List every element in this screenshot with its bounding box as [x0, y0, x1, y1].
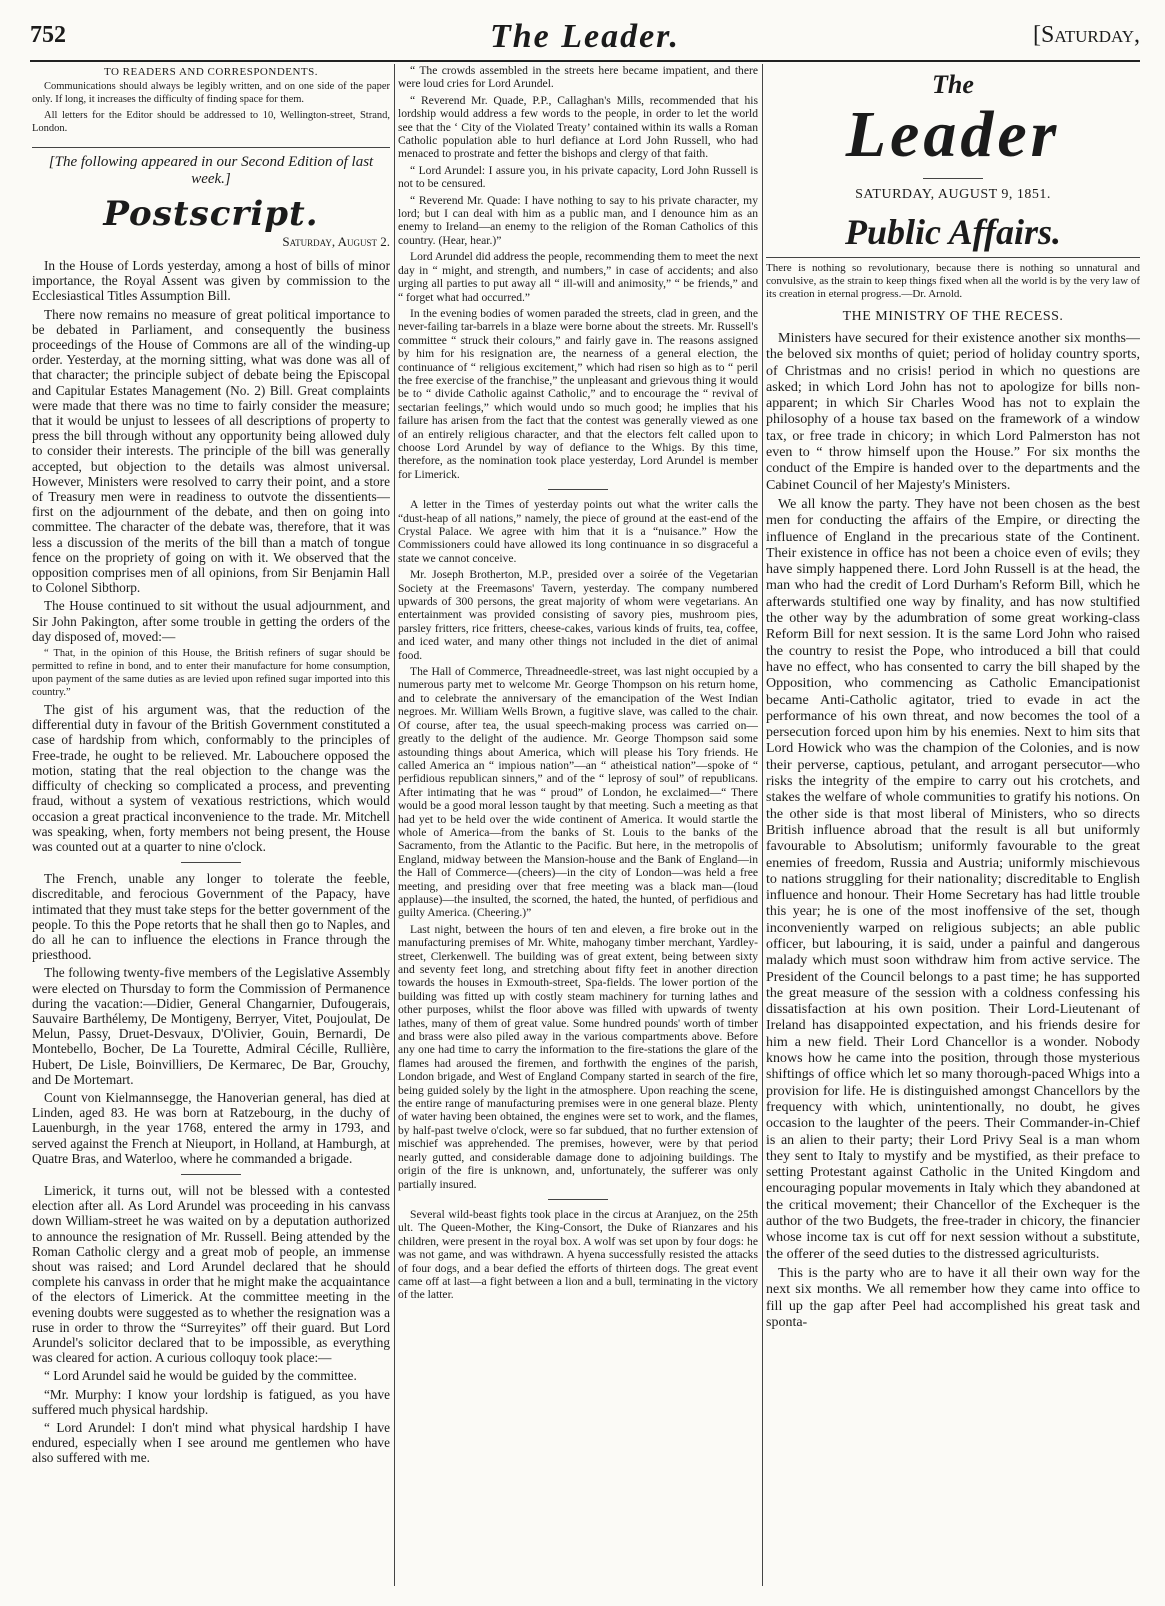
- column-3: [766, 64, 1140, 1588]
- postscript-dateline: Saturday, August 2.: [282, 234, 390, 249]
- running-title: The Leader.: [489, 18, 681, 55]
- masthead-title: Leader: [845, 98, 1061, 171]
- masthead-the: The: [932, 70, 974, 99]
- paragraph: “ Lord Arundel: I assure you, in his private capacity, Lord John Russell is not to be censured.: [398, 163, 758, 191]
- masthead: [766, 70, 1140, 203]
- paragraph: Limerick, it turns out, will not be blessed with a contested election after all. As Lord Arundel was proceeding in his canvass down William-street he was waited on by a deputation authorized to announce the resignation of Mr. Russell. Being attended by the Roman Catholic clergy and a great mob of people, an immense shout was raised; and Lord Arundel declared that he should complete his canvass in order that he might make the acquaintance of the electors of Limerick. At the committee meeting in the evening doubts were suggested as to whether the resignation was a ruse in order to throw the “Surreyites” off their guard. But Lord Arundel's solicitor declared that to be impossible, as everything was cleared for action. A curious colloquy took place:—: [32, 1182, 390, 1366]
- paragraph: Count von Kielmannsegge, the Hanoverian general, has died at Linden, aged 83. He was born at Ratzebourg, in the duchy of Lauenburgh, in the year 1768, entered the army in 1793, and served against the French at Nieuport, in Holland, at Hamburgh, at Quatre Bras, and Waterloo, where he commanded a brigade.: [32, 1089, 390, 1166]
- postscript-body: [32, 258, 390, 1466]
- correspondents-note: All letters for the Editor should be addressed to 10, Wellington-street, Strand, London.: [32, 110, 390, 134]
- article-body: [766, 331, 1140, 1331]
- paragraph: The French, unable any longer to tolerate the feeble, discreditable, and ferocious Government of the Papacy, have intimated that they must take steps for the better government of the people. To this the Pope retorts that he shall then go to Naples, and do all he can to influence the elections in France through the priesthood.: [32, 871, 390, 963]
- paragraph: This is the party who are to have it all their own way for the next six months. We all remember how they came into office to fill up the gap after Peel had accomplished his great task and sponta-: [766, 1265, 1140, 1330]
- column-rule-1: [394, 64, 395, 1586]
- article-heading: THE MINISTRY OF THE RECESS.: [842, 309, 1064, 324]
- paragraph: Last night, between the hours of ten and eleven, a fire broke out in the manufacturing premises of Mr. White, mahogany timber merchant, Yardley-street, Clerkenwell. The building was of great extent, being between sixty and seventy feet long, and stretching about fifty feet in another direction towards the houses in Exmouth-street, Spa-fields. The lower portion of the building was fitted up with costly steam machinery for turning lathes and other purposes, whilst the floor above was filled with upwards of twenty lathes, many of them of great value. Some hundred pounds' worth of timber and brass were also piled away in the various compartments above. Before any one had time to carry the information to the fire-stations the glare of the flames had aroused the firemen, and forthwith the engines of the parish, London brigade, and West of England Company started in search of the fire, being guided solely by the light in the atmosphere. Upon reaching the scene, the entire range of manufacturing premises were in one general blaze. Plenty of water having been obtained, the engines were set to work, and the flames, by half-past twelve o'clock, were so far subdued, that no further extension of mischief was apprehended. The premises, however, were by that period nearly gutted, and considerable damage done to adjoining buildings. The origin of the fire is unknown, and, unfortunately, the sufferer was only partially insured.: [398, 922, 758, 1191]
- correspondents-note: Communications should always be legibly written, and on one side of the paper only. If long, it increases the difficulty of finding space for them.: [32, 81, 390, 105]
- paragraph: “ Lord Arundel: I don't mind what physical hardship I have endured, especially when I see around me gentlemen who have also suffered with me.: [32, 1420, 390, 1466]
- paragraph: Several wild-beast fights took place in the circus at Aranjuez, on the 25th ult. The Queen-Mother, the King-Consort, the Duke of Rianzares and his children, were present in the royal box. A wolf was set upon by four dogs: he was not game, and was withdrawn. A hyena successfully resisted the attacks of four dogs, and a bear defied the efforts of thirteen dogs. The great event came off at last—a fight between a lion and a bull, terminating in the victory of the latter.: [398, 1207, 758, 1302]
- paragraph: “ Reverend Mr. Quade: I have nothing to say to his private character, my lord; but I can deal with him as a public man, and I denounce him as an enemy to Ireland—an enemy to the religion of the Roman Catholics of this country. (Hear, hear.)”: [398, 193, 758, 247]
- paragraph: The gist of his argument was, that the reduction of the differential duty in favour of the British Government constituted a case of hardship from which, conformably to the principles of Free-trade, he ought to be relieved. Mr. Labouchere opposed the motion, stating that the real objection to the change was the difficulty of checking so complicated a process, and preventing fraud, without a system of vexatious restrictions, which would occasion a great practical inconvenience to the trade. Mr. Mitchell was speaking, when, forty members not being present, the House was counted out at a quarter to nine o'clock.: [32, 702, 390, 854]
- paragraph: We all know the party. They have not been chosen as the best men for conducting the affairs of the Empire, or directing the influence of England in the precarious state of the Continent. Their existence in office has not been a choice even of evils; they have simply happened there. Lord John Russell is at the head, the man who had the credit of Lord Durham's Reform Bill, which he afterwards stultified one way by finality, and has now stultified the other way by the adumbration of some great working-class Reform Bill for next session. It is the same Lord John who raised the country to resist the Pope, who introduced a bill that could have no effect, who has consented to carry the bill shaped by the Opposition, who commencing as Catholic Emancipationist became Anti-Catholic agitator, tried to evade in act the performance of his own threat, and now becomes the tool of a persecution forced upon him by his enemies. Next to him sits that Lord Howick who was the champion of the Colonies, and is now their perverse, captious, petulant, and arrogant persecutor—who risks the integrity of the empire to carry out his crotchets, and stakes the welfare of whole communities to gratify his notions. On the other side is that most liberal of Ministers, who so directs British influence abroad that the result is all but uniformly favourable to Absolutism; uniformly favourable to the great enemies of freedom, Russia and Austria; uniformly mischievous to nations struggling for their nationality; discreditable to English influence and honour. Their Home Secretary has had little trouble this year; he is one of the most inoffensive of the set, though inconveniently warped on religious subjects; an able public officer, but labouring, it is said, under a painful and dangerous malady which must soon withdraw him from active service. The President of the Council belongs to a past time; he has supported the great measure of the session with a coldness confessing his dissatisfaction at his own position. Their Lord-Lieutenant of Ireland has disappointed expectation, and his friends desire for him a new field. Their Lord Chancellor is a wonder. Nobody knows how he came into the position, through those mysterious shiftings of office which let so many thorough-paced Whigs into a provision for life. He is distinguished amongst Chancellors by the frequency with which, unintentionally, no doubt, he gives occasion to the laughter of the peers. Their Commander-in-Chief is an alien to their party; their Lord Privy Seal is a man whom they sent to Italy to mystify and be mystified, as their preface to setting Protestant against Catholic in the United Kingdom and encouraging popular movements in Italy which they abandoned at the critical movement; their Chancellor of the Exchequer is the author of the two Budgets, the free-trader in chicory, the financier whose income tax is cut off for next session without a substitute, the offerer of the seed duties to the distressed agriculturists.: [766, 496, 1140, 1262]
- paragraph: Ministers have secured for their existence another six months—the beloved six months of quiet; period of holiday country sports, of Christmas and no crisis! period in which no questions are asked; in which Lord John has not to apologize for bills non-apparent; in which Sir Charles Wood has not to explain the philosophy of a house tax based on the framework of a window tax, or free trade in chicory; in which Lord Palmerston has not even to “ throw himself upon the House.” For six months the conduct of the Empire is handed over to the departments and the Cabinet Council of her Majesty's Ministers.: [766, 331, 1140, 493]
- separator: [923, 178, 983, 179]
- second-edition-note: [The following appeared in our Second Edition of last week.]: [32, 147, 390, 188]
- paragraph: The following twenty-five members of the Legislative Assembly were elected on Thursday to form the Commission of Permanence during the vacation:—Didier, General Changarnier, Dufougerais, Sauvaire Barthélemy, De Montigeny, Berryer, Vitet, Poujoulat, De Melun, Passy, Druet-Desvaux, D'Olivier, Gouin, Bernardi, De Montebello, Bocher, De La Tourette, Admiral Cécille, Rullière, Hubert, De Lisle, Boinvilliers, De Kermarec, De Bar, Grouchy, and De Mortemart.: [32, 965, 390, 1087]
- paragraph: “ That, in the opinion of this House, the British refiners of sugar should be permitted to refine in bond, and to enter their manufacture for home consumption, upon payment of the same duties as are levied upon refined sugar imported into this country.”: [32, 648, 390, 699]
- paragraph: Mr. Joseph Brotherton, M.P., presided over a soirée of the Vegetarian Society at the Freemasons' Tavern, yesterday. The company numbered upwards of 300 persons, the great majority of whom were vegetarians. An entertainment was provided consisting of savory pies, mushroom pies, parsley fritters, rice fritters, cheese-cakes, various kinds of fruits, tea, coffee, and iced water, and many other things not included in the diet of animal food.: [398, 568, 758, 662]
- column-2-body: [398, 64, 758, 1302]
- separator: [181, 862, 241, 863]
- paragraph: The House continued to sit without the usual adjournment, and Sir John Pakington, after some trouble in getting the orders of the day disposed of, moved:—: [32, 598, 390, 644]
- paragraph: A letter in the Times of yesterday points out what the writer calls the “dust-heap of all nations,” namely, the piece of ground at the east-end of the Crystal Palace. We agree with him that it is a “nuisance.” How the Commissioners could have allowed its long continuance in so disgraceful a state we cannot conceive.: [398, 498, 758, 565]
- paragraph: Lord Arundel did address the people, recommending them to meet the next day in “ might, and strength, and numbers,” in case of accidents; and also urging all parties to put away all “ ill-will and animosity,” “ be friends,” and “ forget what had occurred.”: [398, 250, 758, 304]
- column-2: [398, 64, 758, 1588]
- paragraph: “ Lord Arundel said he would be guided by the committee.: [44, 1368, 357, 1384]
- running-day: [Saturday,: [1032, 22, 1140, 48]
- paragraph: In the evening bodies of women paraded the streets, clad in green, and the never-failing tar-barrels in a blaze were borne about the streets. Mr. Russell's committee “ struck their colours,” and fairly gave in. The reasons assigned by him for his resignation are, the nearness of a general election, the continuance of “ religious excitement,” which had risen so high as to “ peril the free exercise of the franchise,” the unpleasant and grievous thing it would be to “ divide Catholic against Catholic,” and to encourage the “ revival of sectarian feelings,” which would undo so much good; he implies that his failure has arisen from the fact that the contest was generally viewed as one of an entirely religious character, and that the electors felt called upon to choose Lord Arundel by way of defiance to the Whigs. By this time, therefore, as the nomination took place yesterday, Lord Arundel is member for Limerick.: [398, 306, 758, 481]
- page-number: 752: [30, 22, 66, 48]
- section-title: Public Affairs.: [844, 212, 1062, 252]
- paragraph: “ Reverend Mr. Quade, P.P., Callaghan's Mills, recommended that his lordship would address a few words to the people, in order to let the world see that the ‘ City of the Violated Treaty’ contained within its walls a Roman Catholic population able to hurl defiance at Lord John Russell, who had menaced to prostrate and fetter the bishops and clergy of that faith.: [398, 93, 758, 161]
- column-1: [32, 64, 390, 1588]
- paragraph: The Hall of Commerce, Threadneedle-street, was last night occupied by a numerous party met to welcome Mr. George Thompson on his return home, and to celebrate the anniversary of the emancipation of the West Indian negroes. Mr. William Wells Brown, a fugitive slave, was called to the chair. Of course, after tea, the usual speech-making process was carried on—greatly to the delight of the audience. Mr. George Thompson said some astounding things about America, which will please his Tory friends. He called America an “ impious nation”—an “ atheistical nation”—spoke of “ perfidious republican sinners,” and of the “ leprosy of soul” of republicans. After intimating that he was “ proud” of London, he exclaimed—“ There would be a good moral lesson taught by that meeting. Such a meeting as that had yet to be held over the wide continent of America. It would startle the whole of America—from the banks of St. Louis to the banks of the Sacramento, from the Atlantic to the Pacific. But here, in the metropolis of England, midway between the Mansion-house and the Bank of England—in the Hall of Commerce—(cheers)—in the city of London—was held a free meeting, and presiding over that free meeting was a black man—(loud applause)—the insulted, the scorned, the hated, the hunted, of perfidious and guilty America. (Cheering.)”: [398, 665, 758, 920]
- paragraph: “ The crowds assembled in the streets here became impatient, and there were loud cries for Lord Arundel.: [398, 64, 758, 91]
- section-motto: There is nothing so revolutionary, because there is nothing so unnatural and convulsive, as the strain to keep things fixed when all the world is by the very law of its creation in eternal progress.—Dr. Arnold.: [766, 257, 1140, 301]
- paragraph: There now remains no measure of great political importance to be debated in Parliament, and consequently the business proceedings of the House of Commons are all of the winding-up order. Yesterday, at the morning sitting, what was done was all of that character; the principle subject of debate being the Episcopal and Capitular Estates Management (No. 2) Bill. Great complaints were made that there was no time to fairly consider the measure; that it would be unjust to lessees of all descriptions of property to press the bill through without any opportunity being allowed duly to consider their interests. The principle of the bill was generally accepted, but objection to the details was almost universal. However, Ministers were resolved to carry their point, and a store of Treasury men were in readiness to outvote the dissentients—first on the adjournment of the debate, and then on going into committee. The character of the debate was, therefore, that it was less a discussion of the merits of the bill than a match of tongue fence on the propriety of going on with it. We observed that the opposition comprises men of all opinions, from Sir Benjamin Hall to Colonel Sibthorp.: [32, 306, 390, 596]
- correspondents-notes: [32, 80, 390, 135]
- separator: [548, 489, 608, 490]
- correspondents-heading: TO READERS AND CORRESPONDENTS.: [103, 66, 319, 78]
- header-rule: [30, 60, 1140, 62]
- column-rule-2: [762, 64, 763, 1586]
- separator: [181, 1174, 241, 1175]
- page-header: [30, 18, 1140, 58]
- masthead-date: SATURDAY, AUGUST 9, 1851.: [855, 187, 1051, 202]
- paragraph: In the House of Lords yesterday, among a host of bills of minor importance, the Royal Assent was given by commission to the Ecclesiastical Titles Assumption Bill.: [32, 258, 390, 304]
- paragraph: “Mr. Murphy: I know your lordship is fatigued, as you have suffered much physical hardship.: [32, 1386, 390, 1417]
- separator: [548, 1199, 608, 1200]
- postscript-title: Postscript.: [103, 194, 319, 234]
